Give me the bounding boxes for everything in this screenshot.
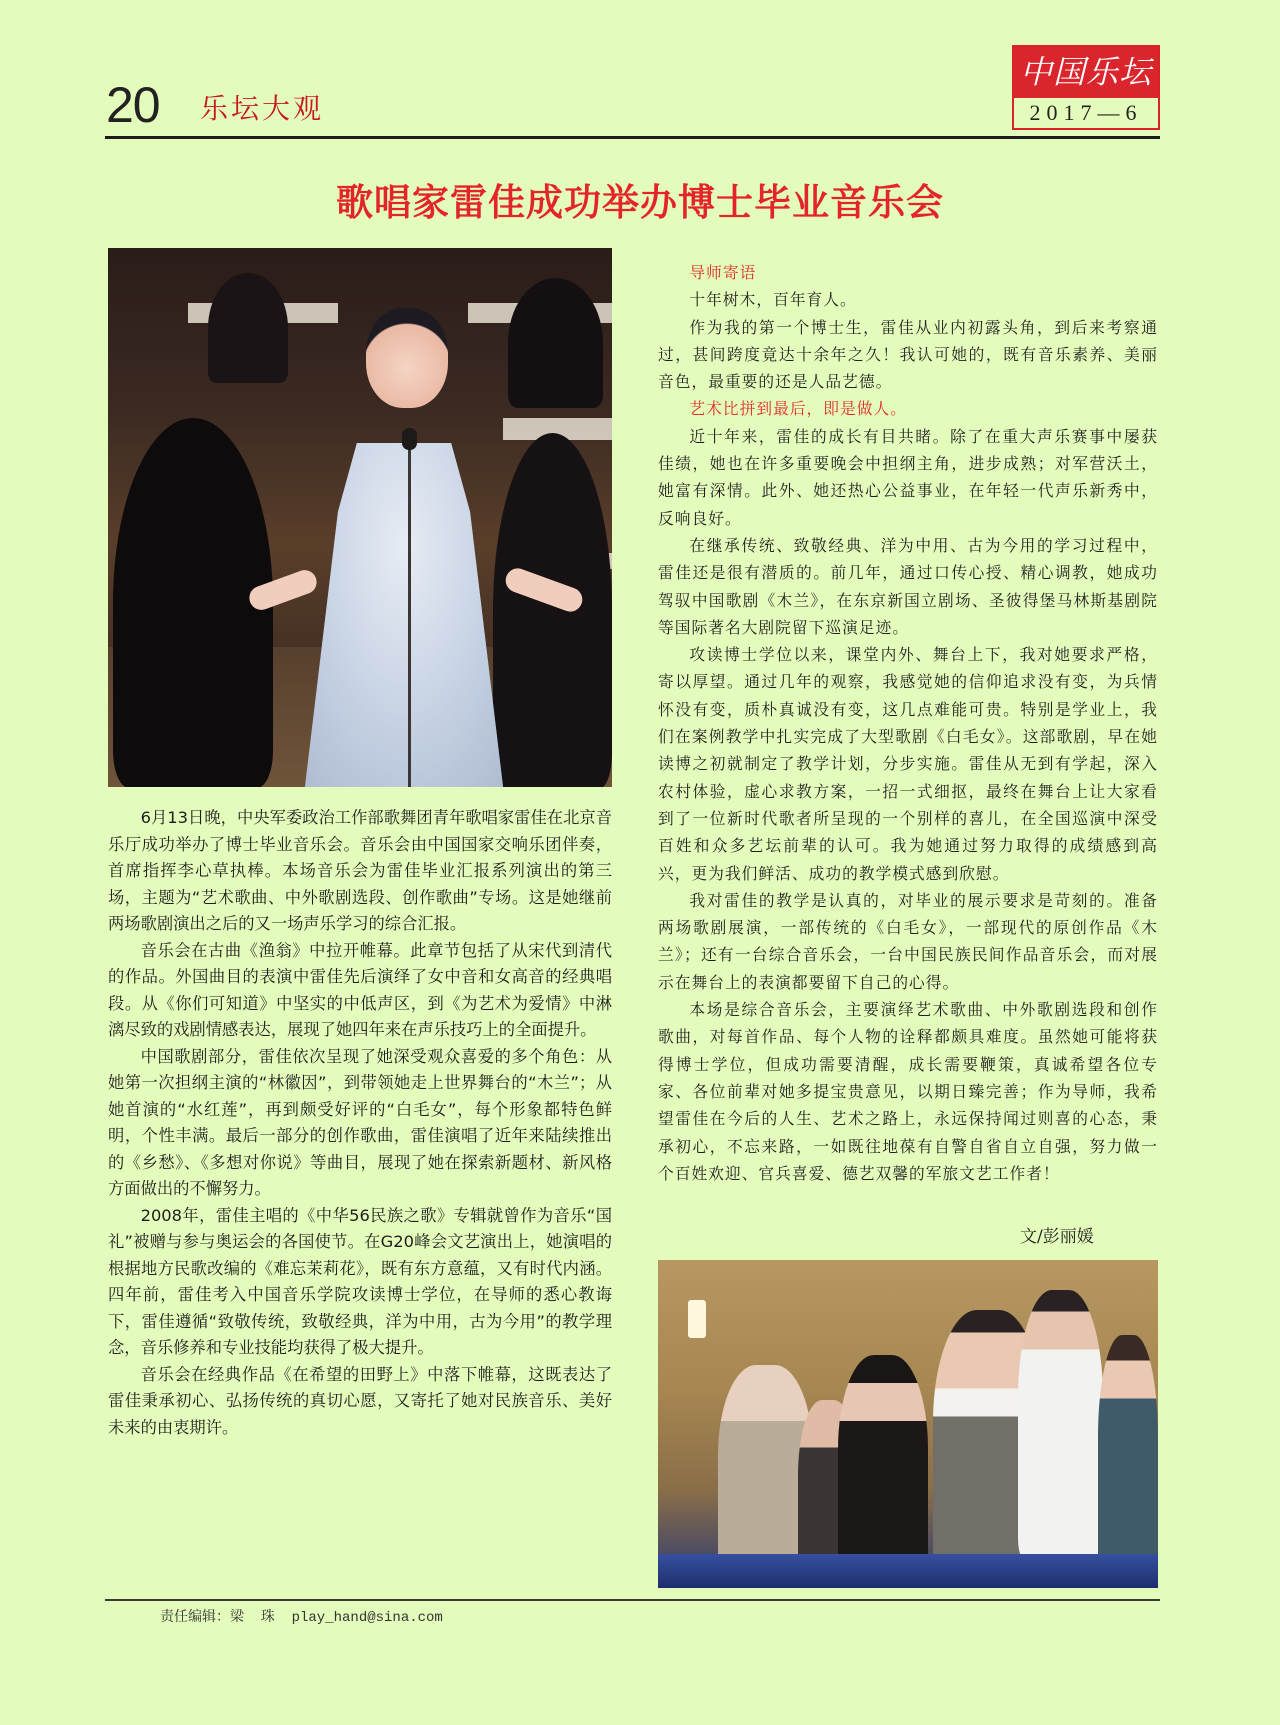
issue-number: 2017—6 bbox=[1029, 100, 1143, 125]
paragraph: 中国歌剧部分，雷佳依次呈现了她深受观众喜爱的多个角色：从她第一次担纲主演的“林徽因”，到带领她走上世界舞台的“木兰”；从她首演的“水红莲”，再到颇受好评的“白毛女”，每个形象都特色鲜明，个性丰满。最后一部分的创作歌曲，雷佳演唱了近年来陆续推出的《乡愁》、《多想对你说》等曲目，展现了她在探索新题材、新风格方面做出的不懈努力。 bbox=[108, 1046, 612, 1198]
editor-credit: 责任编辑：梁 珠 play_hand@sina.com bbox=[160, 1610, 443, 1626]
musician bbox=[508, 278, 603, 408]
singer-dress bbox=[286, 443, 522, 787]
violinist bbox=[493, 433, 612, 787]
microphone-stand bbox=[408, 438, 411, 787]
paragraph: 2008年，雷佳主唱的《中华56民族之歌》专辑就曾作为音乐“国礼”被赠与参与奥运会的各国使节。在G20峰会文艺演出上，她演唱的根据地方民歌改编的《难忘茉莉花》，既有东方意蕴，又有时代内涵。四年前，雷佳考入中国音乐学院攻读博士学位，在导师的悉心教诲下，雷佳遵循“致敬传统，致敬经典，洋为中用，古为今用”的教学理念，音乐修养和专业技能均获得了极大提升。 bbox=[108, 1205, 612, 1357]
paragraph: 音乐会在经典作品《在希望的田野上》中落下帷幕，这既表达了雷佳秉承初心、弘扬传统的真切心愿，又寄托了她对民族音乐、美好未来的由衷期许。 bbox=[108, 1364, 612, 1437]
paragraph: 我对雷佳的教学是认真的，对毕业的展示要求是苛刻的。准备两场歌剧展演，一部传统的《白毛女》，一部现代的原创作品《木兰》；还有一台综合音乐会，一台中国民族民间作品音乐会，而对展示在舞台上的表演都要留下自己的心得。 bbox=[658, 890, 1158, 992]
musician bbox=[208, 273, 288, 383]
violinist bbox=[113, 418, 273, 787]
singer-photo bbox=[108, 248, 612, 787]
microphone-icon bbox=[402, 428, 417, 450]
paragraph: 近十年来，雷佳的成长有目共睹。除了在重大声乐赛事中屡获佳绩，她也在许多重要晚会中担纲主角，进步成熟；对军营沃土，她富有深情。此外、她还热心公益事业，在年轻一代声乐新秀中，反响良好。 bbox=[658, 426, 1158, 528]
paragraph: 作为我的第一个博士生，雷佳从业内初露头角，到后来考察通过，甚间跨度竟达十余年之久！我认可她的，既有音乐素养、美丽音色，最重要的还是人品艺德。 bbox=[658, 317, 1158, 392]
byline: 文/彭丽媛 bbox=[1020, 1227, 1094, 1247]
auditorium-seats bbox=[658, 1554, 1158, 1588]
paragraph: 音乐会在古曲《渔翁》中拉开帷幕。此章节包括了从宋代到清代的作品。外国曲目的表演中雷佳先后演绎了女中音和女高音的经典唱段。从《你们可知道》中坚实的中低声区，到《为艺术为爱情》中淋漓尽致的戏剧情感表达，展现了她四年来在声乐技巧上的全面提升。 bbox=[108, 940, 612, 1039]
section-name: 乐坛大观 bbox=[200, 92, 325, 125]
article-title: 歌唱家雷佳成功举办博士毕业音乐会 bbox=[336, 181, 944, 224]
audience-member bbox=[1018, 1290, 1103, 1560]
paragraph: 6月13日晚，中央军委政治工作部歌舞团青年歌唱家雷佳在北京音乐厅成功举办了博士毕业音乐会。音乐会由中国国家交响乐团伴奏，首席指挥李心草执棒。本场音乐会为雷佳毕业汇报系列演出的第三场，主题为“艺术歌曲、中外歌剧选段、创作歌曲”专场。这是她继前两场歌剧演出之后的又一场声乐学习的综合汇报。 bbox=[108, 808, 612, 933]
magazine-logo: 中国乐坛 bbox=[1014, 47, 1158, 98]
article-body-left bbox=[108, 805, 612, 1441]
audience-member bbox=[1098, 1335, 1158, 1588]
footer-divider bbox=[105, 1599, 1160, 1601]
wall-light bbox=[688, 1300, 706, 1338]
paragraph: 本场是综合音乐会，主要演绎艺术歌曲、中外歌剧选段和创作歌曲，对每首作品、每个人物的诠释都颇具难度。虽然她可能将获得博士学位，但成功需要清醒，成长需要鞭策，真诚希望各位专家、各位前辈对她多提宝贵意见，以期日臻完善；作为导师，我希望雷佳在今后的人生、艺术之路上，永远保持闻过则喜的心态，秉承初心，不忘来路，一如既往地葆有自警自省自立自强，努力做一个百姓欢迎、官兵喜爱、德艺双馨的军旅文艺工作者！ bbox=[658, 1000, 1158, 1183]
page-number: 20 bbox=[106, 77, 160, 133]
highlight-quote: 艺术比拼到最后，即是做人。 bbox=[689, 399, 907, 419]
singer-head bbox=[366, 308, 448, 408]
mentor-message bbox=[658, 259, 1158, 1187]
mentor-heading: 导师寄语 bbox=[689, 263, 757, 282]
paragraph: 十年树木，百年育人。 bbox=[689, 290, 857, 310]
masthead-logo bbox=[1012, 45, 1160, 130]
audience-photo bbox=[658, 1260, 1158, 1588]
paragraph: 在继承传统、致敬经典、洋为中用、古为今用的学习过程中，雷佳还是很有潜质的。前几年，通过口传心授、精心调教，她成功驾驭中国歌剧《木兰》，在东京新国立剧场、圣彼得堡马林斯基剧院等国际著名大剧院留下巡演足迹。 bbox=[658, 535, 1158, 637]
paragraph: 攻读博士学位以来，课堂内外、舞台上下，我对她要求严格，寄以厚望。通过几年的观察，我感觉她的信仰追求没有变，为兵情怀没有变，质朴真诚没有变，这几点难能可贵。特别是学业上，我们在案例教学中扎实完成了大型歌剧《白毛女》。这部歌剧，早在她读博之初就制定了教学计划，分步实施。雷佳从无到有学起，深入农村体验，虚心求教方案，一招一式细抠，最终在舞台上让大家看到了一位新时代歌者所呈现的一个别样的喜儿，在全国巡演中深受百姓和众多艺坛前辈的认可。我为她通过努力取得的成绩感到高兴，更为我们鲜活、成功的教学模式感到欣慰。 bbox=[658, 645, 1158, 883]
header-divider bbox=[105, 136, 1160, 139]
